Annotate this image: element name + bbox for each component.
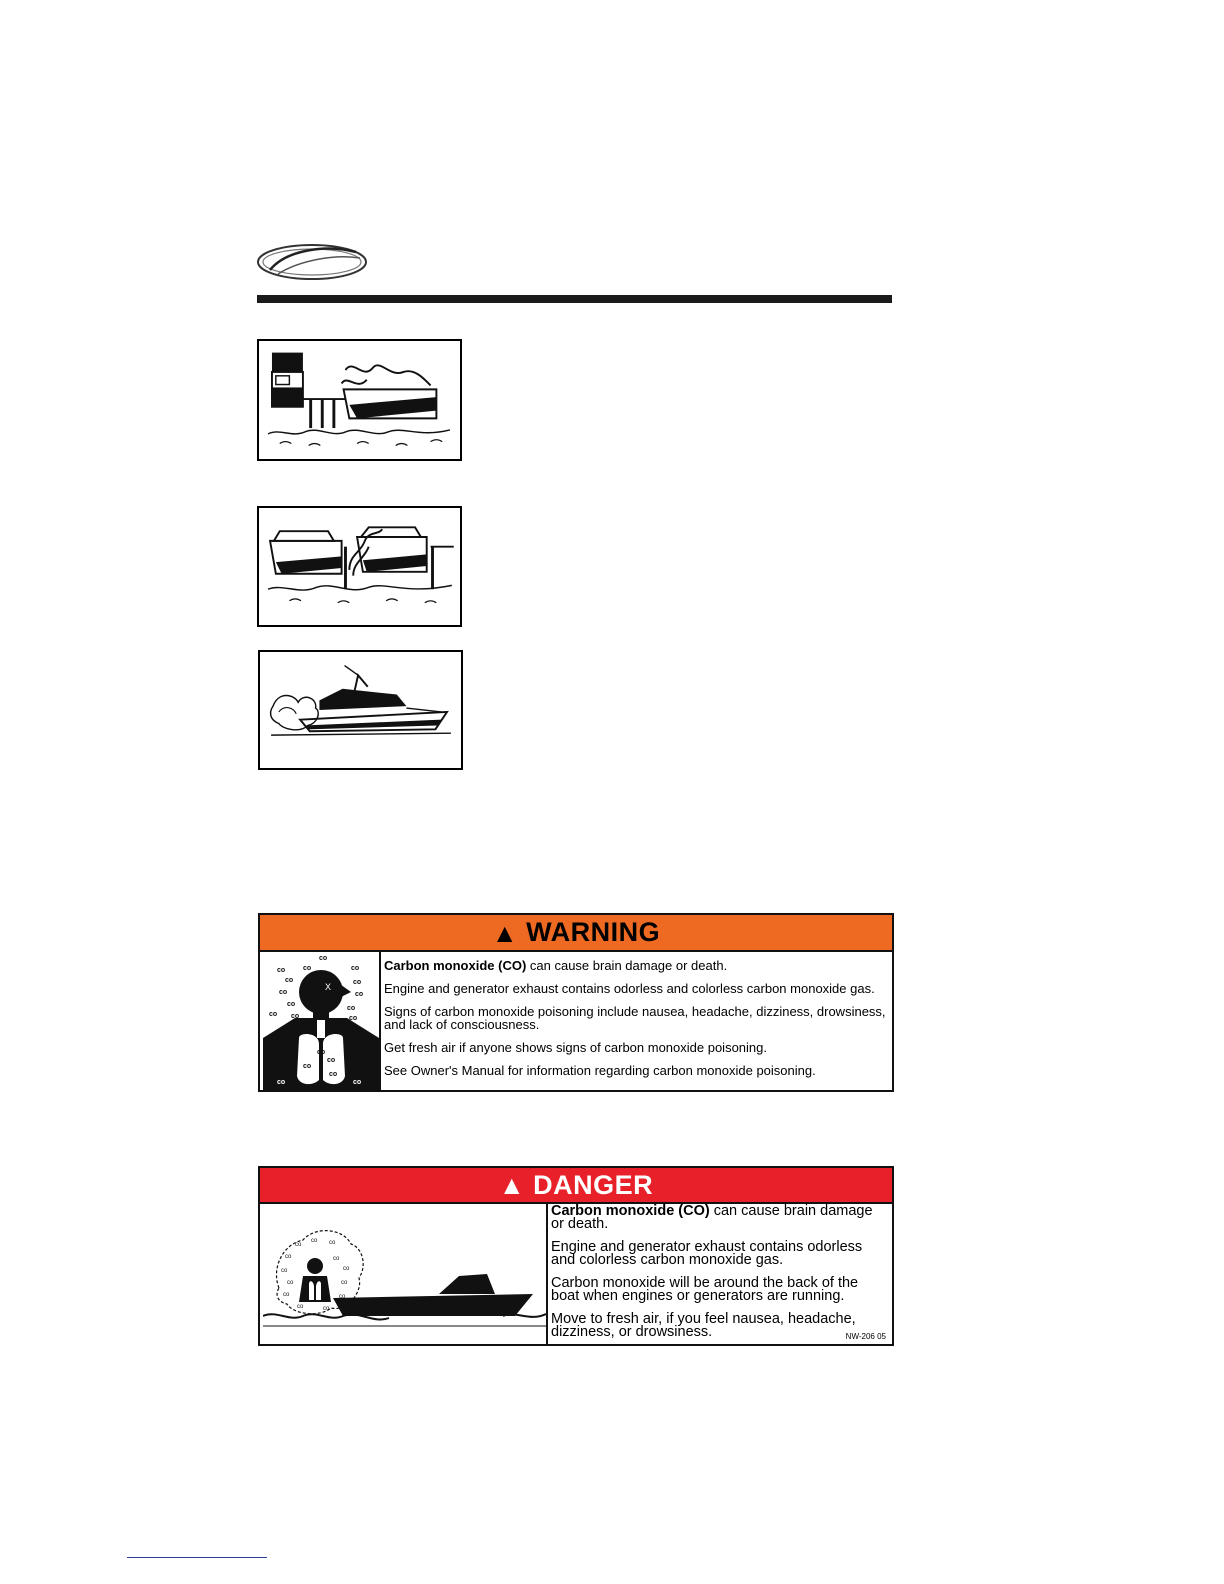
svg-text:co: co (269, 1011, 278, 1018)
danger-title: DANGER (533, 1169, 654, 1200)
danger-header (260, 1168, 892, 1204)
svg-text:co: co (329, 1240, 336, 1246)
svg-text:co: co (343, 1266, 350, 1272)
svg-text:co: co (353, 979, 362, 986)
warning-label (258, 913, 894, 1092)
svg-text:co: co (303, 1063, 312, 1070)
co-person-pictogram (263, 952, 381, 1090)
svg-text:co: co (287, 1001, 296, 1008)
svg-text:co: co (287, 1280, 294, 1286)
warning-line: Engine and generator exhaust contains odorless and colorless carbon monoxide gas. (384, 981, 875, 996)
svg-text:co: co (283, 1292, 290, 1298)
label-part-number: NW-206 05 (845, 1332, 886, 1341)
svg-text:co: co (303, 965, 312, 972)
svg-text:co: co (327, 1057, 336, 1064)
warning-line: Signs of carbon monoxide poisoning include nausea, headache, dizziness, drowsiness, and lack of consciousness. (384, 1004, 886, 1032)
boat-docked-illustration (257, 339, 462, 461)
svg-text:co: co (349, 1015, 358, 1022)
danger-line: Engine and generator exhaust contains odorless and colorless carbon monoxide gas. (551, 1239, 863, 1268)
svg-text:co: co (323, 999, 332, 1006)
footer-rule (127, 1557, 267, 1558)
boat-underway-illustration (258, 650, 463, 770)
warning-triangle-icon: ▲ (498, 1170, 526, 1200)
warning-line: Get fresh air if anyone shows signs of carbon monoxide poisoning. (384, 1040, 767, 1055)
svg-text:co: co (297, 1304, 304, 1310)
danger-text (551, 1205, 886, 1349)
danger-line: Move to fresh air, if you feel nausea, headache, dizziness, or drowsiness. (551, 1311, 856, 1340)
warning-triangle-icon: ▲ (491, 917, 519, 948)
warning-text (384, 959, 888, 1087)
svg-text:co: co (333, 1256, 340, 1262)
svg-text:co: co (281, 1268, 288, 1274)
svg-text:co: co (339, 1294, 346, 1300)
svg-text:co: co (329, 1071, 338, 1078)
svg-text:co: co (353, 1079, 362, 1086)
svg-text:co: co (285, 1254, 292, 1260)
svg-text:X: X (325, 982, 332, 992)
brand-logo (256, 240, 368, 284)
svg-text:co: co (355, 991, 364, 998)
warning-header (260, 915, 892, 952)
svg-text:co: co (341, 1280, 348, 1286)
danger-label (258, 1166, 894, 1346)
svg-text:co: co (295, 1242, 302, 1248)
svg-text:co: co (319, 955, 328, 962)
svg-text:co: co (277, 1079, 286, 1086)
boats-side-by-side-illustration (257, 506, 462, 627)
warning-line: See Owner's Manual for information regarding carbon monoxide poisoning. (384, 1063, 816, 1078)
svg-text:co: co (351, 965, 360, 972)
co-boat-pictogram (263, 1204, 548, 1346)
svg-text:co: co (347, 1005, 356, 1012)
svg-text:co: co (291, 1013, 300, 1020)
warning-lead: Carbon monoxide (CO) can cause brain damage or death. (384, 958, 728, 973)
header-rule (257, 295, 892, 303)
svg-text:co: co (323, 1306, 330, 1312)
svg-text:co: co (285, 977, 294, 984)
svg-text:co: co (277, 967, 286, 974)
danger-lead: Carbon monoxide (CO) can cause brain damage or death. (551, 1203, 873, 1232)
danger-line: Carbon monoxide will be around the back of the boat when engines or generators are running. (551, 1275, 859, 1304)
svg-text:co: co (279, 989, 288, 996)
warning-title: WARNING (526, 917, 661, 947)
svg-text:co: co (317, 1049, 326, 1056)
svg-text:co: co (311, 1238, 318, 1244)
